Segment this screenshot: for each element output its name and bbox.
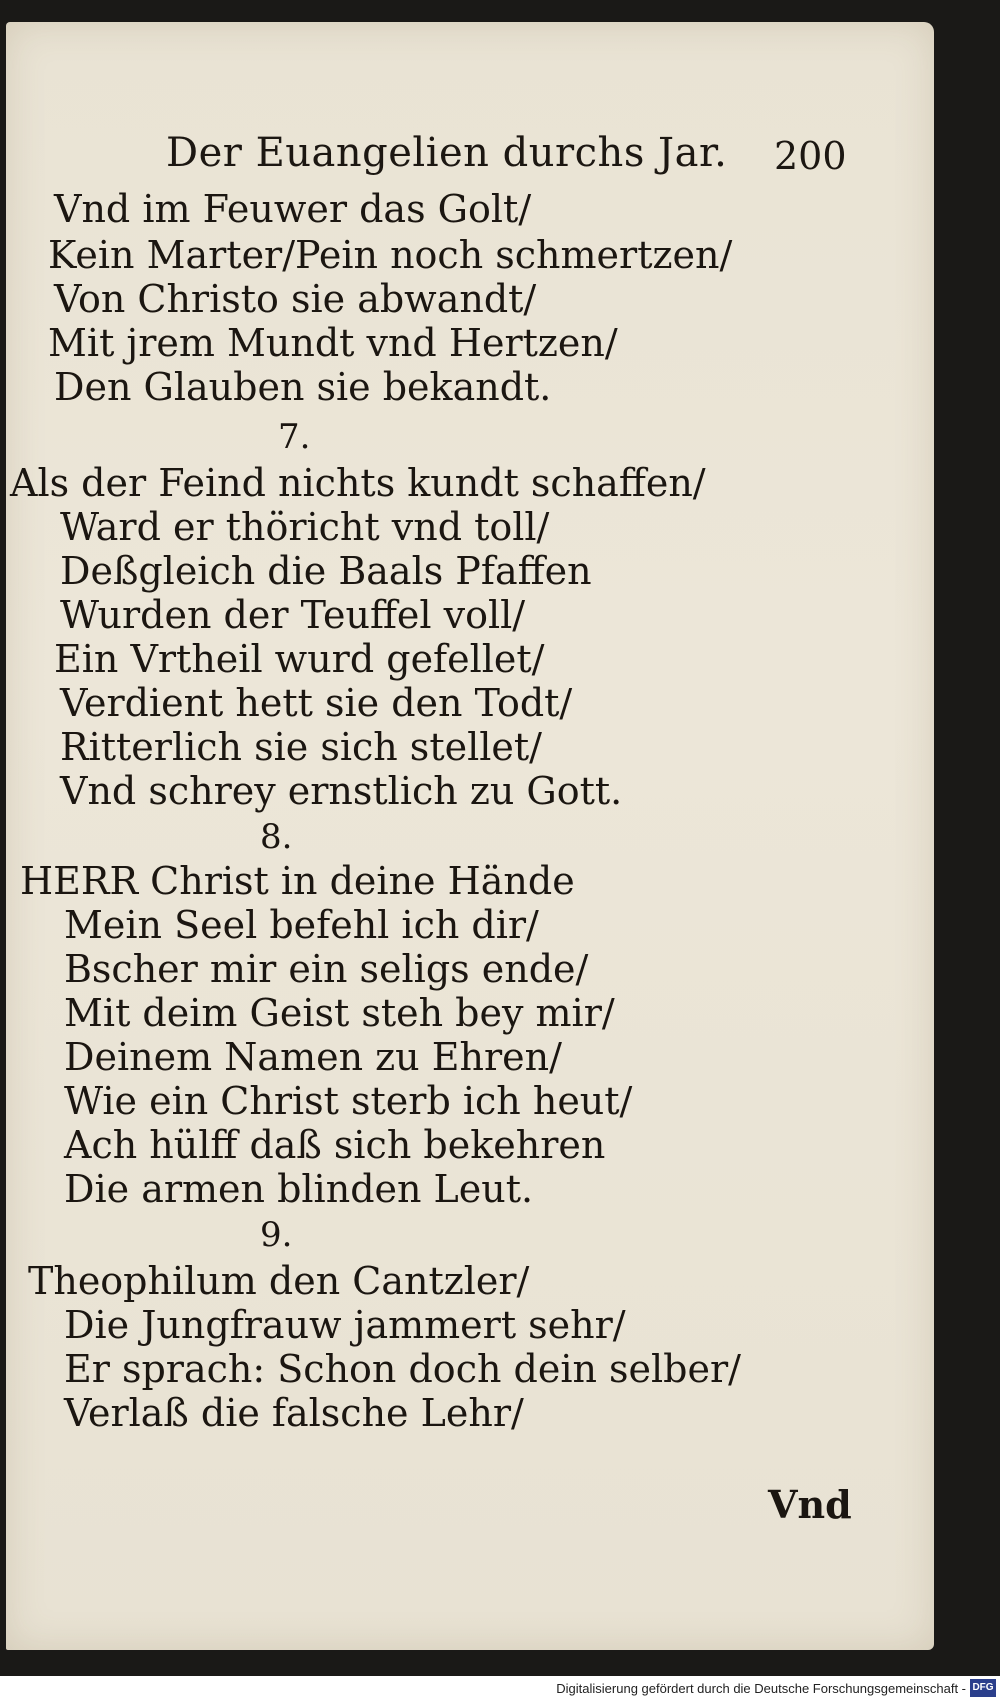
running-title: Der Euangelien durchs Jar. — [166, 130, 728, 176]
verse-line: Vnd schrey ernstlich zu Gott. — [60, 769, 623, 813]
verse-line: Von Christo sie abwandt/ — [54, 277, 537, 321]
verse-line: Die Jungfrauw jammert sehr/ — [64, 1303, 626, 1347]
verse-line: Verlaß die falsche Lehr/ — [64, 1391, 524, 1435]
stanza-number: 8. — [260, 817, 293, 857]
verse-line: Wie ein Christ sterb ich heut/ — [64, 1079, 633, 1123]
verse-line: Bscher mir ein seligs ende/ — [64, 947, 589, 991]
verse-line: Wurden der Teuffel voll/ — [60, 593, 526, 637]
verse-line: Als der Feind nichts kundt schaffen/ — [10, 461, 706, 505]
verse-line: Ward er thöricht vnd toll/ — [60, 505, 550, 549]
verse-line: Die armen blinden Leut. — [64, 1167, 534, 1211]
verse-line: Ritterlich sie sich stellet/ — [60, 725, 542, 769]
verse-line: Ein Vrtheil wurd gefellet/ — [54, 637, 545, 681]
stanza-number: 7. — [278, 417, 311, 457]
verse-line: Theophilum den Cantzler/ — [28, 1259, 530, 1303]
digitization-footer — [0, 1676, 1000, 1701]
verse-line: Kein Marter/Pein noch schmertzen/ — [48, 233, 733, 277]
verse-line: Deinem Namen zu Ehren/ — [64, 1035, 562, 1079]
verse-line: Mit jrem Mundt vnd Hertzen/ — [48, 321, 618, 365]
stanza-number: 9. — [260, 1215, 293, 1255]
verse-line: Ach hülff daß sich bekehren — [64, 1123, 606, 1167]
page-number: 200 — [774, 134, 847, 178]
verse-line: Den Glauben sie bekandt. — [54, 365, 552, 409]
funding-credit: Digitalisierung gefördert durch die Deutsche Forschungsgemeinschaft - — [556, 1681, 966, 1696]
verse-line: Mein Seel befehl ich dir/ — [64, 903, 539, 947]
verse-line: Deßgleich die Baals Pfaffen — [60, 549, 592, 593]
catchword: Vnd — [768, 1482, 852, 1527]
book-page — [6, 22, 934, 1650]
verse-line: Er sprach: Schon doch dein selber/ — [64, 1347, 741, 1391]
verse-line: Mit deim Geist steh bey mir/ — [64, 991, 615, 1035]
verse-line: HERR Christ in deine Hände — [20, 859, 575, 903]
verse-line: Vnd im Feuwer das Golt/ — [54, 187, 532, 231]
verse-line: Verdient hett sie den Todt/ — [60, 681, 573, 725]
dfg-logo-icon: DFG — [970, 1679, 996, 1697]
